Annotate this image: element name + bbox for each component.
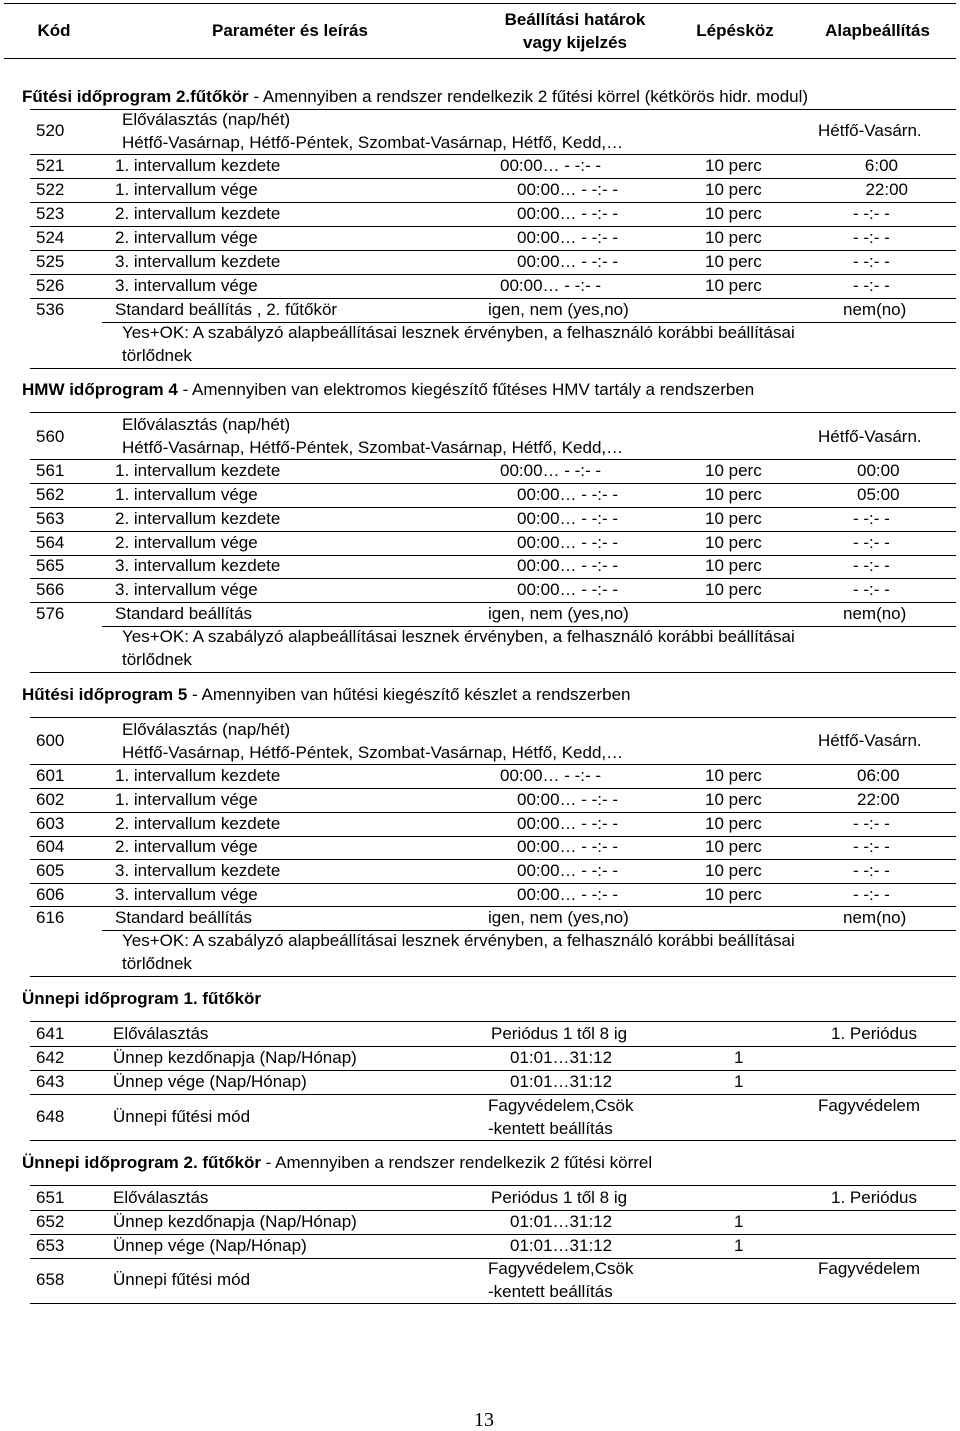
row-rule (30, 202, 956, 203)
param-default: - -:- - (853, 276, 890, 295)
param-step: 10 perc (705, 861, 762, 880)
section-bottom-rule (30, 1303, 956, 1304)
param-desc: Ünnep kezdőnapja (Nap/Hónap) (113, 1048, 357, 1067)
header-step: Lépésköz (696, 21, 774, 40)
param-range: 00:00… - -:- - (517, 580, 619, 599)
param-range: 01:01…31:12 (510, 1072, 613, 1091)
param-desc: 2. intervallum kezdete (115, 814, 281, 833)
param-step: 10 perc (705, 509, 762, 528)
param-step: 10 perc (705, 180, 762, 199)
section-bottom-rule (30, 1140, 956, 1141)
standard-note: Yes+OK: A szabályzó alapbeállításai lesznek érvényben, a felhasználó korábbi beállításai (122, 627, 795, 646)
section-title (22, 380, 754, 400)
section-title-bold: Ünnepi időprogram 2. fűtőkör (22, 1153, 261, 1172)
param-label: Előválasztás (nap/hét) (122, 110, 291, 129)
row-rule (30, 531, 956, 532)
param-desc: 3. intervallum kezdete (115, 861, 281, 880)
header-limits-line1: Beállítási határok (504, 10, 646, 29)
param-code: 603 (36, 814, 65, 833)
param-label: Előválasztás (nap/hét) (122, 720, 291, 739)
param-step: 10 perc (705, 533, 762, 552)
param-step: 10 perc (705, 837, 762, 856)
param-default: Hétfő-Vasárn. (818, 731, 922, 750)
param-code: 643 (36, 1072, 65, 1091)
param-code: 536 (36, 300, 65, 319)
param-code: 648 (36, 1107, 65, 1126)
row-rule (30, 1210, 956, 1211)
param-range: 00:00… - -:- - (517, 790, 619, 809)
section-title (22, 1153, 652, 1173)
param-default: - -:- - (853, 814, 890, 833)
param-range: 00:00… - -:- - (517, 180, 619, 199)
param-code: 526 (36, 276, 65, 295)
param-step: 10 perc (705, 814, 762, 833)
param-code: 525 (36, 252, 65, 271)
row-rule (30, 883, 956, 884)
header-bottom-rule (4, 58, 956, 59)
param-code: 564 (36, 533, 65, 552)
param-default: 6:00 (864, 156, 898, 175)
param-code: 576 (36, 604, 65, 623)
param-default: Hétfő-Vasárn. (818, 121, 922, 140)
param-step: 10 perc (705, 276, 762, 295)
row-rule (30, 788, 956, 789)
param-range: igen, nem (yes,no) (488, 604, 629, 623)
row-rule (30, 226, 956, 227)
row-rule (30, 1234, 956, 1235)
param-range: 01:01…31:12 (510, 1048, 613, 1067)
param-range: 00:00… - -:- - (517, 556, 619, 575)
row-rule (30, 274, 956, 275)
param-default: nem(no) (843, 908, 907, 927)
param-range: 00:00… - -:- - (517, 861, 619, 880)
param-default: 1. Periódus (831, 1024, 917, 1043)
param-default: 22:00 (857, 790, 900, 809)
section-title-bold: Ünnepi időprogram 1. fűtőkör (22, 989, 261, 1008)
param-options: Hétfő-Vasárnap, Hétfő-Péntek, Szombat-Vasárnap, Hétfő, Kedd,… (122, 133, 624, 152)
param-desc: Standard beállítás (115, 908, 253, 927)
param-range: 00:00… - -:- - (517, 252, 619, 271)
param-step: 10 perc (705, 885, 762, 904)
param-range: 00:00… - -:- - (517, 814, 619, 833)
header-top-rule (4, 3, 956, 4)
param-desc: 2. intervallum vége (115, 228, 258, 247)
param-range: Periódus 1 től 8 ig (491, 1024, 628, 1043)
param-step: 1 (734, 1212, 744, 1231)
param-desc: Előválasztás (113, 1188, 209, 1207)
param-desc: Ünnep vége (Nap/Hónap) (113, 1236, 307, 1255)
param-range: 00:00… - -:- - (500, 766, 602, 785)
param-code: 658 (36, 1270, 65, 1289)
row-rule (30, 483, 956, 484)
param-desc: Standard beállítás (115, 604, 253, 623)
param-code: 561 (36, 461, 65, 480)
param-desc: Ünnepi fűtési mód (113, 1107, 251, 1126)
param-step: 10 perc (705, 156, 762, 175)
param-options: Hétfő-Vasárnap, Hétfő-Péntek, Szombat-Vasárnap, Hétfő, Kedd,… (122, 438, 624, 457)
standard-note: Yes+OK: A szabályzó alapbeállításai lesznek érvényben, a felhasználó korábbi beállításai (122, 931, 795, 950)
param-step: 10 perc (705, 580, 762, 599)
section-bottom-rule (30, 672, 956, 673)
header-code: Kód (37, 21, 71, 40)
param-default: Fagyvédelem (818, 1096, 921, 1115)
param-range: 00:00… - -:- - (517, 533, 619, 552)
row-rule (30, 412, 956, 413)
param-default: - -:- - (853, 837, 890, 856)
param-desc: 1. intervallum vége (115, 180, 258, 199)
row-rule (30, 906, 956, 907)
standard-note-cont: törlődnek (122, 346, 192, 365)
header-limits-line2: vagy kijelzés (523, 33, 627, 52)
param-desc: 1. intervallum kezdete (115, 766, 281, 785)
param-range: 00:00… - -:- - (517, 228, 619, 247)
header-param: Paraméter és leírás (212, 21, 368, 40)
param-range-cont: -kentett beállítás (488, 1282, 613, 1301)
standard-note-cont: törlődnek (122, 954, 192, 973)
param-default: Hétfő-Vasárn. (818, 427, 922, 446)
row-rule (30, 602, 956, 603)
param-desc: 1. intervallum vége (115, 485, 258, 504)
param-options: Hétfő-Vasárnap, Hétfő-Péntek, Szombat-Vasárnap, Hétfő, Kedd,… (122, 743, 624, 762)
param-range: 00:00… - -:- - (500, 276, 602, 295)
section-bottom-rule (30, 368, 956, 369)
param-desc: 1. intervallum kezdete (115, 156, 281, 175)
param-code: 523 (36, 204, 65, 223)
param-range: 00:00… - -:- - (517, 509, 619, 528)
param-default: 1. Periódus (831, 1188, 917, 1207)
page-number: 13 (474, 1409, 494, 1431)
row-rule (30, 1094, 956, 1095)
param-default: - -:- - (853, 861, 890, 880)
param-desc: 1. intervallum kezdete (115, 461, 281, 480)
row-rule (30, 250, 956, 251)
param-desc: 3. intervallum vége (115, 276, 258, 295)
param-step: 10 perc (705, 790, 762, 809)
row-rule (30, 1185, 956, 1186)
param-desc: 2. intervallum kezdete (115, 204, 281, 223)
param-step: 1 (734, 1236, 744, 1255)
param-range: 00:00… - -:- - (500, 461, 602, 480)
param-code: 600 (36, 731, 65, 750)
param-default: - -:- - (853, 556, 890, 575)
param-code: 652 (36, 1212, 65, 1231)
section-title (22, 989, 261, 1009)
param-code: 522 (36, 180, 65, 199)
param-step: 10 perc (705, 204, 762, 223)
param-default: 00:00 (857, 461, 900, 480)
row-rule (30, 459, 956, 460)
param-code: 562 (36, 485, 65, 504)
param-desc: 3. intervallum kezdete (115, 556, 281, 575)
section-bottom-rule (30, 976, 956, 977)
param-desc: Előválasztás (113, 1024, 209, 1043)
param-default: - -:- - (853, 885, 890, 904)
param-step: 10 perc (705, 228, 762, 247)
section-title-rest: - Amennyiben a rendszer rendelkezik 2 fűtési körrel (260, 1153, 653, 1172)
param-desc: Standard beállítás , 2. fűtőkör (115, 300, 338, 319)
param-code: 651 (36, 1188, 65, 1207)
param-desc: 3. intervallum kezdete (115, 252, 281, 271)
param-code: 601 (36, 766, 65, 785)
row-rule (30, 1021, 956, 1022)
param-range: Fagyvédelem,Csök (488, 1259, 634, 1278)
param-desc: 2. intervallum vége (115, 837, 258, 856)
section-title-bold: HMW időprogram 4 (22, 380, 178, 399)
param-code: 521 (36, 156, 65, 175)
param-default: 05:00 (857, 485, 900, 504)
param-code: 604 (36, 837, 65, 856)
header-default: Alapbeállítás (825, 21, 930, 40)
standard-note-cont: törlődnek (122, 650, 192, 669)
param-desc: 2. intervallum kezdete (115, 509, 281, 528)
param-range: 00:00… - -:- - (517, 204, 619, 223)
param-code: 524 (36, 228, 65, 247)
section-title-rest: - Amennyiben van elektromos kiegészítő fűtéses HMV tartály a rendszerben (177, 380, 755, 399)
standard-note: Yes+OK: A szabályzó alapbeállításai lesznek érvényben, a felhasználó korábbi beállításai (122, 323, 795, 342)
param-default: nem(no) (843, 300, 907, 319)
param-step: 10 perc (705, 485, 762, 504)
row-rule (30, 298, 956, 299)
param-default: - -:- - (853, 533, 890, 552)
param-step: 10 perc (705, 461, 762, 480)
param-default: 22:00 (865, 180, 908, 199)
row-rule (30, 507, 956, 508)
param-range: 00:00… - -:- - (517, 837, 619, 856)
param-default: - -:- - (853, 204, 890, 223)
param-range: 00:00… - -:- - (500, 156, 602, 175)
row-rule (30, 812, 956, 813)
param-range: igen, nem (yes,no) (488, 300, 629, 319)
param-code: 642 (36, 1048, 65, 1067)
param-range: igen, nem (yes,no) (488, 908, 629, 927)
section-title-rest: - Amennyiben a rendszer rendelkezik 2 fűtési körrel (kétkörös hidr. modul) (248, 87, 809, 106)
param-code: 641 (36, 1024, 65, 1043)
param-code: 565 (36, 556, 65, 575)
param-code: 605 (36, 861, 65, 880)
section-title-rest: - Amennyiben van hűtési kiegészítő készlet a rendszerben (187, 685, 631, 704)
param-label: Előválasztás (nap/hét) (122, 415, 291, 434)
param-step: 1 (734, 1072, 744, 1091)
param-code: 602 (36, 790, 65, 809)
row-rule (30, 1046, 956, 1047)
param-default: - -:- - (853, 252, 890, 271)
row-rule (30, 859, 956, 860)
param-code: 560 (36, 427, 65, 446)
row-rule (30, 578, 956, 579)
param-default: Fagyvédelem (818, 1259, 921, 1278)
param-step: 10 perc (705, 556, 762, 575)
param-range: 01:01…31:12 (510, 1212, 613, 1231)
param-code: 563 (36, 509, 65, 528)
param-range: 00:00… - -:- - (517, 885, 619, 904)
param-default: - -:- - (853, 509, 890, 528)
param-desc: Ünnep vége (Nap/Hónap) (113, 1072, 307, 1091)
section-title (22, 685, 631, 705)
row-rule (30, 178, 956, 179)
param-range: Periódus 1 től 8 ig (491, 1188, 628, 1207)
section-title-bold: Fűtési időprogram 2.fűtőkör (22, 87, 249, 106)
param-range: 01:01…31:12 (510, 1236, 613, 1255)
param-code: 520 (36, 121, 65, 140)
param-code: 566 (36, 580, 65, 599)
param-desc: 3. intervallum vége (115, 885, 258, 904)
param-default: - -:- - (853, 228, 890, 247)
row-rule (30, 154, 956, 155)
param-desc: 2. intervallum vége (115, 533, 258, 552)
param-desc: Ünnep kezdőnapja (Nap/Hónap) (113, 1212, 357, 1231)
row-rule (30, 717, 956, 718)
param-code: 616 (36, 908, 65, 927)
param-desc: 1. intervallum vége (115, 790, 258, 809)
param-range: 00:00… - -:- - (517, 485, 619, 504)
param-default: nem(no) (843, 604, 907, 623)
row-rule (30, 764, 956, 765)
param-code: 653 (36, 1236, 65, 1255)
param-range: Fagyvédelem,Csök (488, 1096, 634, 1115)
param-range-cont: -kentett beállítás (488, 1119, 613, 1138)
param-step: 10 perc (705, 766, 762, 785)
param-desc: 3. intervallum vége (115, 580, 258, 599)
param-step: 1 (734, 1048, 744, 1067)
section-title-bold: Hűtési időprogram 5 (22, 685, 188, 704)
param-default: - -:- - (853, 580, 890, 599)
param-desc: Ünnepi fűtési mód (113, 1270, 251, 1289)
section-title (22, 87, 808, 107)
param-default: 06:00 (857, 766, 900, 785)
row-rule (30, 1070, 956, 1071)
param-code: 606 (36, 885, 65, 904)
param-step: 10 perc (705, 252, 762, 271)
